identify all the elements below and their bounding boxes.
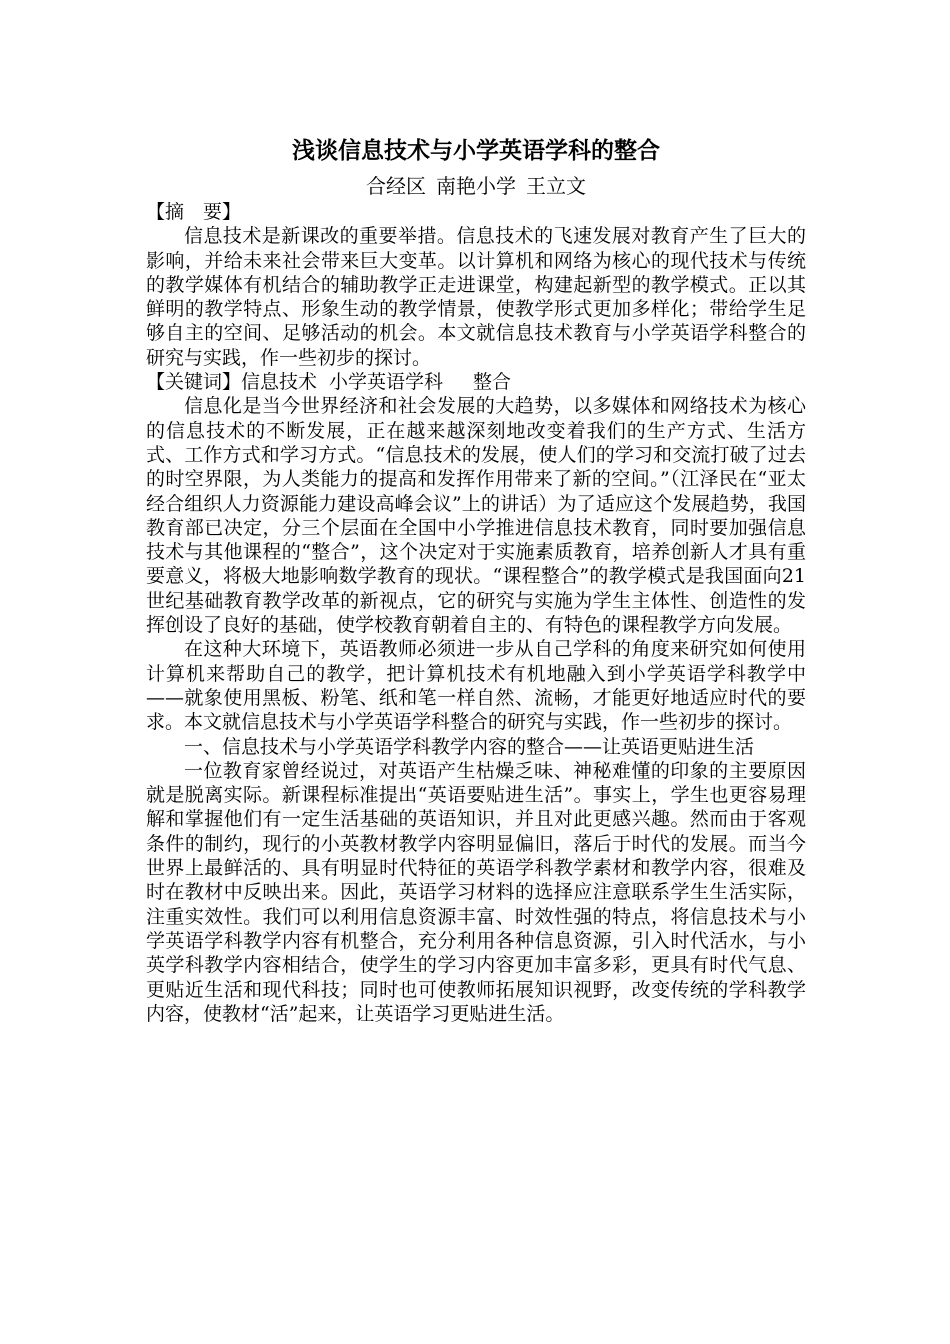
keywords-heading: 【关键词】 [146, 371, 242, 394]
keywords-line [146, 370, 806, 394]
document-title: 浅谈信息技术与小学英语学科的整合 [292, 138, 660, 164]
author-name: 王立文 [526, 174, 586, 198]
keyword-item: 小学英语学科 [329, 371, 444, 394]
body-paragraph: 在这种大环境下，英语教师必须进一步从自己学科的角度来研究如何使用计算机来帮助自己的教学，把计算机技术有机地融入到小学英语学科教学中——就象使用黑板、粉笔、纸和笔一样自然、流畅，才能更好地适应时代的要求。本文就信息技术与小学英语学科整合的研究与实践，作一些初步的探讨。 [146, 638, 806, 734]
body-paragraph: 一位教育家曾经说过，对英语产生枯燥乏味、神秘难懂的印象的主要原因就是脱离实际。新课程标准提出“英语要贴进生活”。事实上，学生也更容易理解和掌握他们有一定生活基础的英语知识，并且对此更感兴趣。然而由于客观条件的制约，现行的小英教材教学内容明显偏旧，落后于时代的发展。而当今世界上最鲜活的、具有明显时代特征的英语学科教学素材和教学内容，很难及时在教材中反映出来。因此，英语学习材料的选择应注意联系学生生活实际，注重实效性。我们可以利用信息资源丰富、时效性强的特点，将信息技术与小学英语学科教学内容有机整合，充分利用各种信息资源，引入时代活水，与小英学科教学内容相结合，使学生的学习内容更加丰富多彩，更具有时代气息、更贴近生活和现代科技；同时也可使教师拓展知识视野，改变传统的学科教学内容，使教材“活”起来，让英语学习更贴进生活。 [146, 759, 806, 1025]
document-body [146, 200, 806, 1026]
author-school: 南艳小学 [436, 174, 516, 198]
body-paragraph: 信息化是当今世界经济和社会发展的大趋势，以多媒体和网络技术为核心的信息技术的不断发展，正在越来越深刻地改变着我们的生产方式、生活方式、工作方式和学习方式。“信息技术的发展，使人们的学习和交流打破了过去的时空界限，为人类能力的提高和发挥作用带来了新的空间。”（江泽民在“亚太经合组织人力资源能力建设高峰会议”上的讲话）为了适应这个发展趋势，我国教育部已决定，分三个层面在全国中小学推进信息技术教育，同时要加强信息技术与其他课程的“整合”，这个决定对于实施素质教育，培养创新人才具有重要意义，将极大地影响数学教育的现状。“课程整合”的教学模式是我国面向21世纪基础教育教学改革的新视点，它的研究与实施为学生主体性、创造性的发挥创设了良好的基础，使学校教育朝着自主的、有特色的课程教学方向发展。 [146, 395, 806, 637]
section-heading: 一、信息技术与小学英语学科教学内容的整合——让英语更贴进生活 [184, 735, 755, 758]
author-line [146, 172, 806, 200]
abstract-heading: 【摘 要】 [146, 201, 242, 223]
keyword-item: 信息技术 [241, 371, 318, 394]
abstract-paragraph: 信息技术是新课改的重要举措。信息技术的飞速发展对教育产生了巨大的影响，并给未来社会带来巨大变革。以计算机和网络为核心的现代技术与传统的教学媒体有机结合的辅助教学正走进课堂，构建起新型的教学模式。正以其鲜明的教学特点、形象生动的教学情景，使教学形式更加多样化；带给学生足够自主的空间、足够活动的机会。本文就信息技术教育与小学英语学科整合的研究与实践，作一些初步的探讨。 [146, 225, 806, 369]
author-district: 合经区 [366, 174, 426, 198]
keyword-item: 整合 [473, 371, 512, 394]
